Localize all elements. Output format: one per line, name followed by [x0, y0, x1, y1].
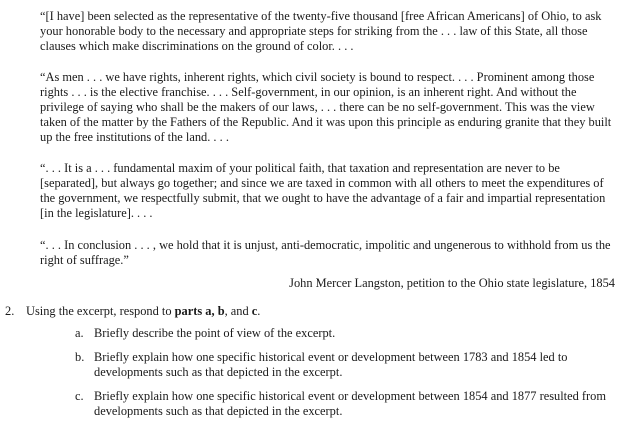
- prompt-prefix: Using the excerpt, respond to: [26, 304, 175, 318]
- source-attribution: John Mercer Langston, petition to the Ohio state legislature, 1854: [289, 276, 615, 290]
- excerpt-paragraph-text: “[I have] been selected as the representative of the twenty-five thousand [free African Americans] of Ohio, to ask your honorable body to the necessary and appropriate steps for striking from the . . . law of this State, all those clauses which make discriminations on the ground of color. . . .: [40, 9, 602, 53]
- excerpt-paragraph: [40, 238, 615, 268]
- prompt-part-a: parts a: [174, 304, 212, 318]
- part-letter: c.: [75, 389, 84, 403]
- question-part-b: [75, 350, 615, 380]
- prompt-separator: ,: [211, 304, 218, 318]
- excerpt-paragraph: [40, 161, 615, 221]
- part-text: Briefly explain how one specific historical event or development between 1783 and 1854 led to developments such as that depicted in the excerpt.: [94, 350, 568, 379]
- part-text: Briefly explain how one specific historical event or development between 1854 and 1877 resulted from developments such as that depicted in the excerpt.: [94, 389, 606, 418]
- question-number: 2.: [5, 304, 15, 318]
- question-part-a: [75, 326, 615, 341]
- excerpt-paragraph-text: “As men . . . we have rights, inherent rights, which civil society is bound to respect. . . . Prominent among those rights . . . is the elective franchise. . . . Self-government, in our opinion, is an inherent right. And without the privilege of saying who shall be the makers of our laws, . . . there can be no self-government. This was the view taken of the matter by the Fathers of the Republic. And it was upon this principle as enduring granite that they built up the free institutions of the land. . . .: [40, 70, 612, 144]
- part-letter: a.: [75, 326, 84, 340]
- part-text: Briefly describe the point of view of the excerpt.: [94, 326, 336, 340]
- question-parts-list: [75, 326, 615, 428]
- question-part-c: [75, 389, 615, 419]
- question-prompt: [26, 304, 260, 319]
- excerpt-paragraph: [40, 9, 615, 54]
- prompt-part-c: c: [251, 304, 258, 318]
- excerpt-paragraph-text: “. . . It is a . . . fundamental maxim of your political faith, that taxation and representation are never to be [separated], but always go together; and since we are taxed in common with all others to meet the expenditures of the government, we respectfully submit, that we ought to have the advantage of a fair and impartial representation [in the legislature]. . . .: [40, 161, 606, 220]
- excerpt-paragraph-text: “. . . In conclusion . . . , we hold that it is unjust, anti-democratic, impolitic and ungenerous to withhold from us the right of suffrage.”: [40, 238, 611, 267]
- prompt-separator: , and: [224, 304, 252, 318]
- part-letter: b.: [75, 350, 85, 364]
- prompt-part-b: b: [217, 304, 225, 318]
- prompt-suffix: .: [257, 304, 261, 318]
- excerpt-paragraph: [40, 70, 615, 145]
